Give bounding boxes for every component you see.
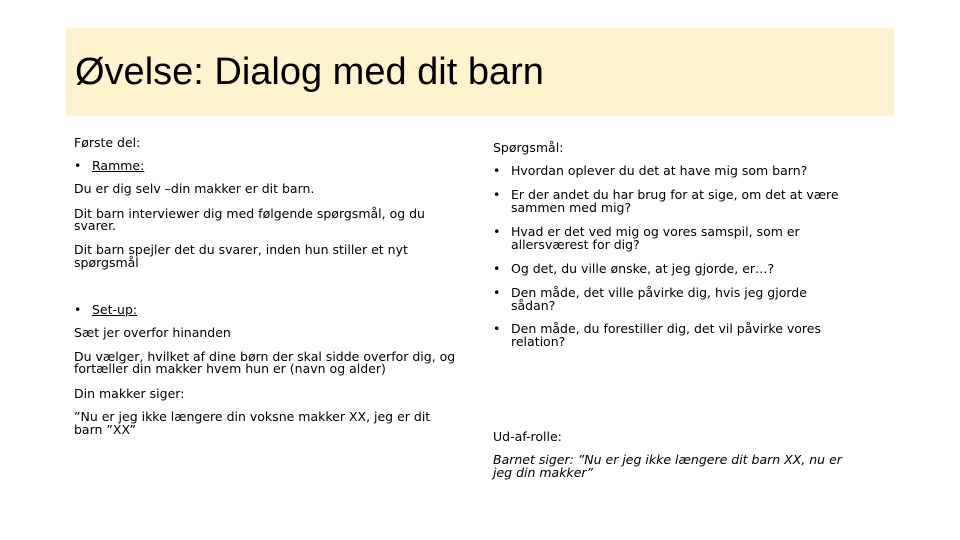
question-6 <box>493 322 893 348</box>
setup-label: Set-up: <box>92 302 138 317</box>
bullet-dot: • <box>74 158 82 173</box>
exit-role-heading: Ud-af-rolle: <box>493 429 562 444</box>
left-column <box>74 0 474 540</box>
setup-line-2a: Du vælger, hvilket af dine børn der skal sidde overfor dig, og <box>74 349 456 364</box>
question-text-line-2: sådan? <box>511 298 556 313</box>
bullet-dot: • <box>493 224 501 239</box>
bullet-dot: • <box>493 163 501 178</box>
bullet-dot: • <box>493 285 501 300</box>
question-1 <box>493 164 893 177</box>
right-heading: Spørgsmål: <box>493 140 564 155</box>
exit-role-line-1: Barnet siger: ”Nu er jeg ikke længere dit barn XX, nu er <box>493 452 842 467</box>
ramme-line-3a: Dit barn spejler det du svarer, inden hun stiller et nyt <box>74 242 408 257</box>
question-text-line-1: Den måde, du forestiller dig, det vil påvirke vores <box>511 321 821 336</box>
question-3 <box>493 225 893 251</box>
question-2 <box>493 188 893 214</box>
question-text: Og det, du ville ønske, at jeg gjorde, er…? <box>511 261 775 276</box>
question-text-line-1: Er der andet du har brug for at sige, om det at være <box>511 187 839 202</box>
right-column <box>493 0 893 540</box>
question-text-line-2: sammen med mig? <box>511 200 632 215</box>
question-text: Hvordan oplever du det at have mig som barn? <box>511 163 808 178</box>
slide-title: Øvelse: Dialog med dit barn <box>75 51 544 93</box>
setup-line-4a: ”Nu er jeg ikke længere din voksne makker XX, jeg er dit <box>74 409 431 424</box>
ramme-line-1: Du er dig selv –din makker er dit barn. <box>74 181 315 196</box>
ramme-line-2a: Dit barn interviewer dig med følgende spørgsmål, og du <box>74 206 425 221</box>
bullet-setup <box>74 303 474 316</box>
question-text-line-1: Hvad er det ved mig og vores samspil, som er <box>511 224 800 239</box>
setup-line-4b: barn ”XX” <box>74 422 136 437</box>
setup-line-2b: fortæller din makker hvem hun er (navn og alder) <box>74 361 386 376</box>
setup-line-1: Sæt jer overfor hinanden <box>74 325 231 340</box>
ramme-label: Ramme: <box>92 158 145 173</box>
bullet-dot: • <box>493 321 501 336</box>
exit-role-line-2: jeg din makker” <box>493 465 593 480</box>
question-text-line-1: Den måde, det ville påvirke dig, hvis jeg gjorde <box>511 285 807 300</box>
bullet-dot: • <box>493 187 501 202</box>
question-text-line-2: relation? <box>511 334 566 349</box>
left-heading: Første del: <box>74 135 141 150</box>
bullet-ramme <box>74 159 474 172</box>
ramme-line-2b: svarer. <box>74 218 117 233</box>
question-5 <box>493 286 893 312</box>
bullet-dot: • <box>74 302 82 317</box>
bullet-dot: • <box>493 261 501 276</box>
setup-line-3: Din makker siger: <box>74 386 185 401</box>
ramme-line-3b: spørgsmål <box>74 255 139 270</box>
question-text-line-2: allersværest for dig? <box>511 237 640 252</box>
question-4 <box>493 262 893 275</box>
